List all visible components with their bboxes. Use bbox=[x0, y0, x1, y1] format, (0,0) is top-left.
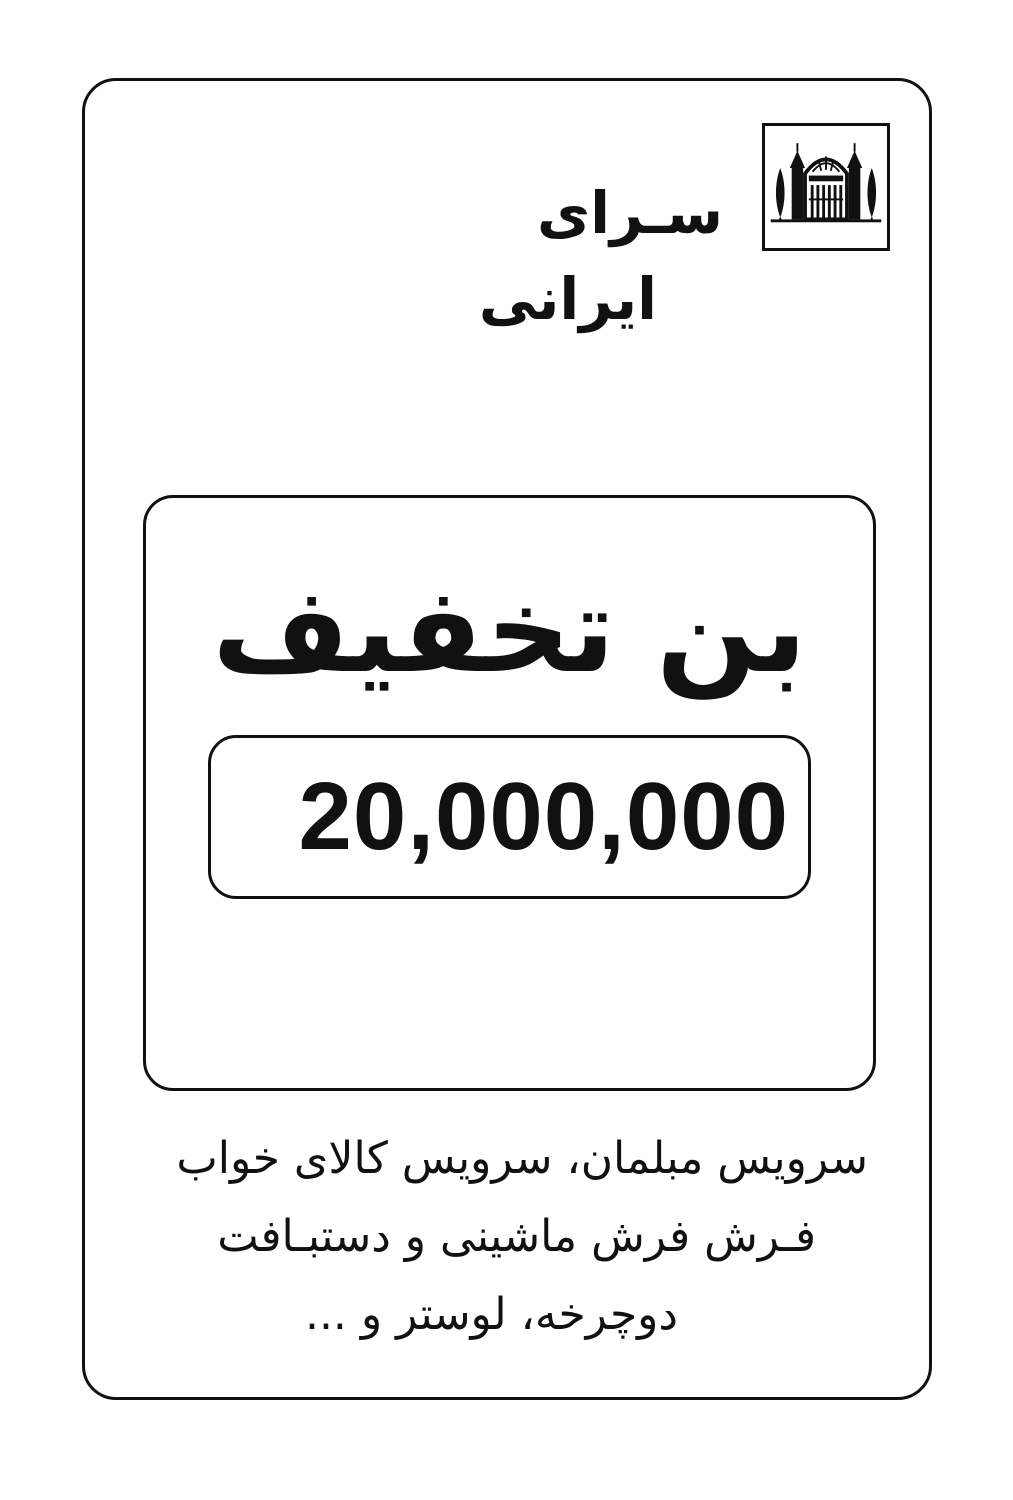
brand-name-line1: سـرای bbox=[537, 179, 723, 247]
brand-name bbox=[403, 178, 723, 334]
voucher-title: بن تخفیف bbox=[212, 561, 807, 699]
services-line-1: سرویس مبلمان، سرویس کالای خواب bbox=[176, 1133, 868, 1184]
services-list bbox=[120, 1120, 880, 1354]
voucher-amount: 20,000,000 bbox=[298, 763, 789, 870]
palace-gate-icon bbox=[762, 123, 890, 251]
services-line-2: فـرش فرش ماشینی و دستبـافت bbox=[217, 1211, 816, 1262]
brand-name-line2: ایرانی bbox=[478, 265, 657, 333]
services-line-3: دوچرخه، لوستر و ... bbox=[304, 1289, 678, 1340]
